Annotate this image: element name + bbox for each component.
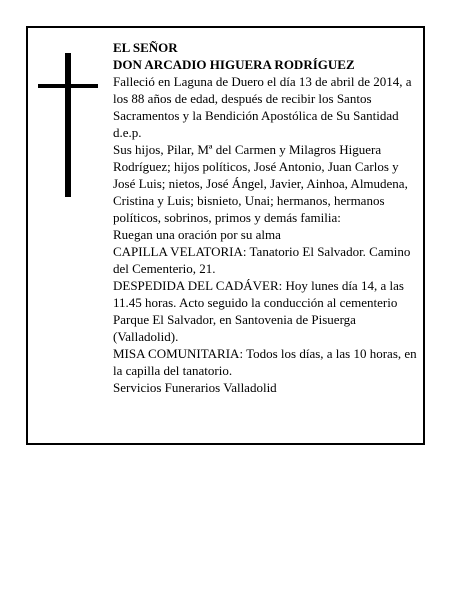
deceased-name: DON ARCADIO HIGUERA RODRÍGUEZ	[113, 57, 355, 72]
death-announcement: Falleció en Laguna de Duero el día 13 de abril de 2014, a los 88 años de edad, después de recibir los Santos Sacramentos y la Bendición Apostólica de Su Santidad	[113, 74, 412, 123]
funeral-services: Servicios Funerarios Valladolid	[113, 380, 277, 395]
heading-title: EL SEÑOR	[113, 40, 178, 55]
family-list: Sus hijos, Pilar, Mª del Carmen y Milagros Higuera Rodríguez; hijos políticos, José Antonio, Juan Carlos y José Luis; nietos, José Ángel, Javier, Ainhoa, Almudena, Cristina y Luis; bisnieto, Unai; hermanos, hermanos políticos, sobrinos, primos y demás familia:	[113, 142, 408, 225]
obituary-text	[113, 39, 419, 396]
prayer-request: Ruegan una oración por su alma	[113, 227, 281, 242]
chapel-info: CAPILLA VELATORIA: Tanatorio El Salvador. Camino del Cementerio, 21.	[113, 244, 411, 276]
mass-info: MISA COMUNITARIA: Todos los días, a las 10 horas, en la capilla del tanatorio.	[113, 346, 417, 378]
dep-label: d.e.p.	[113, 125, 142, 140]
cross-icon	[38, 53, 98, 197]
cross-horizontal-bar	[38, 84, 98, 88]
cross-vertical-bar	[65, 53, 71, 197]
farewell-info: DESPEDIDA DEL CADÁVER: Hoy lunes día 14, a las 11.45 horas. Acto seguido la conducción al cementerio Parque El Salvador, en Santovenia de Pisuerga (Valladolid).	[113, 278, 404, 344]
